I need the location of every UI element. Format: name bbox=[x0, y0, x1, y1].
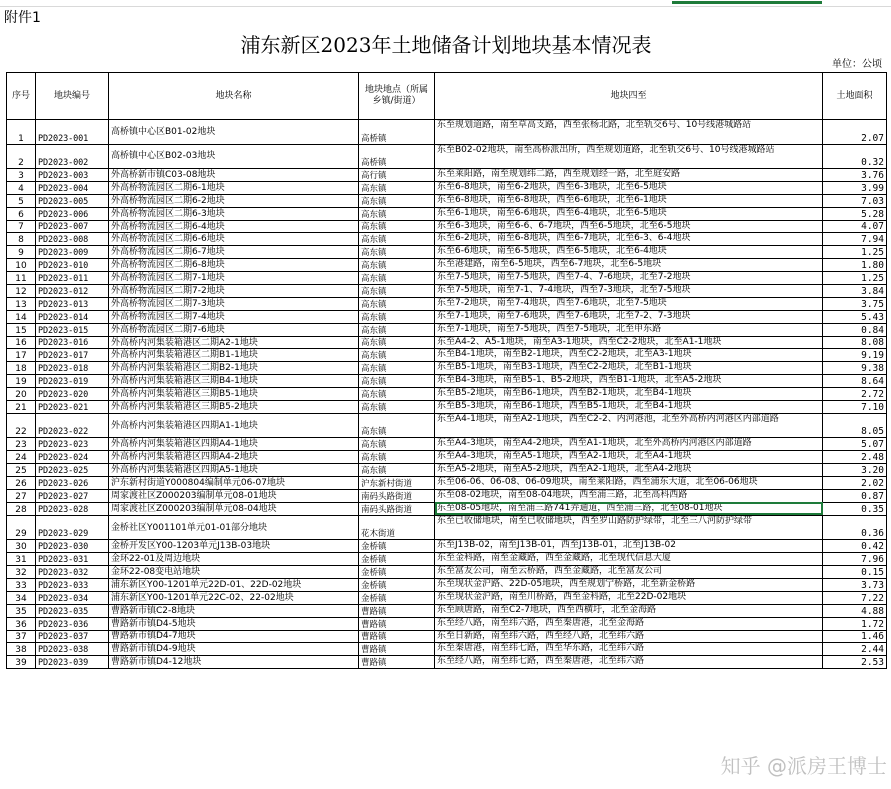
parcel-area-cell[interactable]: 5.07 bbox=[823, 438, 887, 451]
parcel-location-cell[interactable]: 高东镇 bbox=[359, 464, 435, 477]
row-number-cell[interactable]: 33 bbox=[7, 578, 36, 591]
parcel-code-cell[interactable]: PD2023-005 bbox=[36, 194, 109, 207]
parcel-location-cell[interactable]: 金桥镇 bbox=[359, 540, 435, 553]
parcel-name-cell[interactable]: 曹路新市镇D4-7地块 bbox=[109, 630, 359, 643]
parcel-code-cell[interactable]: PD2023-028 bbox=[36, 502, 109, 515]
parcel-name-cell[interactable]: 外高桥物流园区二期6-3地块 bbox=[109, 207, 359, 220]
annex-label[interactable]: 附件1 bbox=[4, 10, 41, 26]
parcel-code-cell[interactable]: PD2023-035 bbox=[36, 604, 109, 617]
parcel-area-cell[interactable]: 7.10 bbox=[823, 401, 887, 414]
parcel-name-cell[interactable]: 金桥开发区Y00-1203单元J13B-03地块 bbox=[109, 540, 359, 553]
table-row bbox=[7, 630, 887, 643]
parcel-area-cell[interactable]: 8.64 bbox=[823, 375, 887, 388]
parcel-area-cell[interactable]: 7.96 bbox=[823, 553, 887, 566]
parcel-name-cell[interactable]: 外高桥物流园区二期7-1地块 bbox=[109, 272, 359, 285]
parcel-name-cell[interactable]: 浦东新区Y00-1201单元22D-01、22D-02地块 bbox=[109, 578, 359, 591]
parcel-name-cell[interactable]: 外高桥内河集装箱港区三期B5-2地块 bbox=[109, 401, 359, 414]
header-name[interactable]: 地块名称 bbox=[109, 73, 359, 120]
parcel-boundary-cell[interactable]: 东至6-1地块，南至6-6地块，西至6-4地块，北至6-5地块 bbox=[435, 207, 823, 220]
parcel-name-cell[interactable]: 沪东新村街道Y000804编制单元06-07地块 bbox=[109, 477, 359, 490]
parcel-boundary-cell[interactable]: 东至6-6地块，南至6-5地块，西至6-5地块，北至6-4地块 bbox=[435, 246, 823, 259]
row-number-cell[interactable]: 18 bbox=[7, 362, 36, 375]
parcel-boundary-cell[interactable]: 东至金科路，南至金藏路，西至金藏路，北至现代信息大厦 bbox=[435, 553, 823, 566]
parcel-area-cell[interactable]: 2.48 bbox=[823, 451, 887, 464]
parcel-location-cell[interactable]: 高东镇 bbox=[359, 451, 435, 464]
parcel-location-cell[interactable]: 金桥镇 bbox=[359, 566, 435, 579]
table-row bbox=[7, 310, 887, 323]
parcel-location-cell[interactable]: 曹路镇 bbox=[359, 604, 435, 617]
parcel-area-cell[interactable]: 2.44 bbox=[823, 643, 887, 656]
header-area[interactable]: 土地面积 bbox=[823, 73, 887, 120]
row-number-cell[interactable]: 8 bbox=[7, 233, 36, 246]
parcel-location-cell[interactable]: 曹路镇 bbox=[359, 656, 435, 669]
row-number-cell[interactable]: 39 bbox=[7, 656, 36, 669]
row-number-cell[interactable]: 24 bbox=[7, 451, 36, 464]
table-row bbox=[7, 388, 887, 401]
parcel-code-cell[interactable]: PD2023-016 bbox=[36, 336, 109, 349]
watermark: 知乎 @派房王博士 bbox=[720, 754, 887, 778]
parcel-code-cell[interactable]: PD2023-019 bbox=[36, 375, 109, 388]
parcel-code-cell[interactable]: PD2023-017 bbox=[36, 349, 109, 362]
parcel-area-cell[interactable]: 7.22 bbox=[823, 591, 887, 604]
parcel-code-cell[interactable]: PD2023-032 bbox=[36, 566, 109, 579]
parcel-location-cell[interactable]: 曹路镇 bbox=[359, 630, 435, 643]
parcel-code-cell[interactable]: PD2023-033 bbox=[36, 578, 109, 591]
parcel-boundary-cell[interactable]: 东至经八路，南至纬七路，西至秦唐港，北至纬六路 bbox=[435, 656, 823, 669]
row-number-cell[interactable]: 21 bbox=[7, 401, 36, 414]
parcel-name-cell[interactable]: 外高桥物流园区二期6-6地块 bbox=[109, 233, 359, 246]
parcel-area-cell[interactable]: 0.32 bbox=[823, 144, 887, 169]
parcel-location-cell[interactable]: 高东镇 bbox=[359, 336, 435, 349]
parcel-code-cell[interactable]: PD2023-025 bbox=[36, 464, 109, 477]
parcel-area-cell[interactable]: 3.84 bbox=[823, 285, 887, 298]
parcel-name-cell[interactable]: 外高桥物流园区二期7-3地块 bbox=[109, 297, 359, 310]
row-number-cell[interactable]: 35 bbox=[7, 604, 36, 617]
table-row bbox=[7, 272, 887, 285]
parcel-code-cell[interactable]: PD2023-024 bbox=[36, 451, 109, 464]
parcel-boundary-cell[interactable]: 东至A4-3地块，南至A5-1地块，西至A2-1地块，北至A4-1地块 bbox=[435, 451, 823, 464]
row-number-cell[interactable]: 30 bbox=[7, 540, 36, 553]
header-row bbox=[7, 73, 887, 120]
table-row bbox=[7, 362, 887, 375]
table-row bbox=[7, 120, 887, 145]
parcel-boundary-cell[interactable]: 东至7-5地块，南至7-5地块，西至7-4、7-6地块，北至7-2地块 bbox=[435, 272, 823, 285]
parcel-boundary-cell[interactable]: 东至秦唐港，南至纬七路，西至华东路，北至纬六路 bbox=[435, 643, 823, 656]
parcel-location-cell[interactable]: 高东镇 bbox=[359, 194, 435, 207]
parcel-code-cell[interactable]: PD2023-003 bbox=[36, 169, 109, 182]
row-number-cell[interactable]: 25 bbox=[7, 464, 36, 477]
parcel-name-cell[interactable]: 浦东新区Y00-1201单元22C-02、22-02地块 bbox=[109, 591, 359, 604]
parcel-code-cell[interactable]: PD2023-014 bbox=[36, 310, 109, 323]
parcel-code-cell[interactable]: PD2023-007 bbox=[36, 220, 109, 233]
table-row bbox=[7, 566, 887, 579]
parcel-area-cell[interactable]: 1.25 bbox=[823, 272, 887, 285]
table-row bbox=[7, 401, 887, 414]
parcel-name-cell[interactable]: 外高桥内河集装箱港区二期B1-1地块 bbox=[109, 349, 359, 362]
parcel-area-cell[interactable]: 2.53 bbox=[823, 656, 887, 669]
parcel-name-cell[interactable]: 金环22-01及周边地块 bbox=[109, 553, 359, 566]
table-row bbox=[7, 194, 887, 207]
parcel-location-cell[interactable]: 高东镇 bbox=[359, 233, 435, 246]
row-number-cell[interactable]: 10 bbox=[7, 259, 36, 272]
parcel-code-cell[interactable]: PD2023-031 bbox=[36, 553, 109, 566]
table-row bbox=[7, 489, 887, 502]
parcel-location-cell[interactable]: 高东镇 bbox=[359, 246, 435, 259]
parcel-code-cell[interactable]: PD2023-029 bbox=[36, 515, 109, 540]
row-number-cell[interactable]: 14 bbox=[7, 310, 36, 323]
parcel-code-cell[interactable]: PD2023-015 bbox=[36, 323, 109, 336]
parcel-name-cell[interactable]: 外高桥物流园区二期7-6地块 bbox=[109, 323, 359, 336]
table-row bbox=[7, 502, 887, 515]
parcel-area-cell[interactable]: 0.84 bbox=[823, 323, 887, 336]
parcel-area-cell[interactable]: 1.25 bbox=[823, 246, 887, 259]
parcel-name-cell[interactable]: 曹路新市镇D4-5地块 bbox=[109, 617, 359, 630]
parcel-name-cell[interactable]: 曹路新市镇D4-12地块 bbox=[109, 656, 359, 669]
parcel-area-cell[interactable]: 7.03 bbox=[823, 194, 887, 207]
parcel-boundary-cell[interactable]: 东至7-1地块，南至7-6地块，西至7-6地块，北至7-2、7-3地块 bbox=[435, 310, 823, 323]
parcel-boundary-cell[interactable]: 东至现状金沪路，南至川桥路，西至金科路，北至22D-02地块 bbox=[435, 591, 823, 604]
parcel-location-cell[interactable]: 高桥镇 bbox=[359, 120, 435, 145]
row-number-cell[interactable]: 29 bbox=[7, 515, 36, 540]
row-number-cell[interactable]: 11 bbox=[7, 272, 36, 285]
parcel-name-cell[interactable]: 外高桥物流园区二期6-1地块 bbox=[109, 181, 359, 194]
header-no[interactable]: 序号 bbox=[7, 73, 36, 120]
row-number-cell[interactable]: 7 bbox=[7, 220, 36, 233]
parcel-area-cell[interactable]: 5.43 bbox=[823, 310, 887, 323]
table-row bbox=[7, 375, 887, 388]
parcel-name-cell[interactable]: 高桥镇中心区B02-03地块 bbox=[109, 144, 359, 169]
parcel-code-cell[interactable]: PD2023-023 bbox=[36, 438, 109, 451]
row-number-cell[interactable]: 15 bbox=[7, 323, 36, 336]
parcel-code-cell[interactable]: PD2023-036 bbox=[36, 617, 109, 630]
header-code[interactable]: 地块编号 bbox=[36, 73, 109, 120]
parcel-location-cell[interactable]: 高东镇 bbox=[359, 349, 435, 362]
parcel-boundary-cell[interactable]: 东至6-2地块，南至6-8地块，西至6-7地块，北至6-3、6-4地块 bbox=[435, 233, 823, 246]
header-location[interactable]: 地块地点（所属乡镇/街道） bbox=[359, 73, 435, 120]
parcel-name-cell[interactable]: 周家渡社区Z000203编制单元08-04地块 bbox=[109, 502, 359, 515]
table-row bbox=[7, 515, 887, 540]
parcel-area-cell[interactable]: 1.46 bbox=[823, 630, 887, 643]
parcel-area-cell[interactable]: 0.35 bbox=[823, 502, 887, 515]
parcel-boundary-cell[interactable]: 东至A5-2地块，南至A5-2地块，西至A2-1地块，北至A4-2地块 bbox=[435, 464, 823, 477]
parcel-boundary-cell[interactable]: 东至经八路，南至纬六路，西至秦唐港，北至金海路 bbox=[435, 617, 823, 630]
parcel-location-cell[interactable]: 金桥镇 bbox=[359, 578, 435, 591]
parcel-code-cell[interactable]: PD2023-010 bbox=[36, 259, 109, 272]
parcel-name-cell[interactable]: 周家渡社区Z000203编制单元08-01地块 bbox=[109, 489, 359, 502]
parcel-area-cell[interactable]: 1.80 bbox=[823, 259, 887, 272]
parcel-boundary-cell[interactable]: 东至B5-3地块，南至B6-1地块，西至B5-1地块，北至B4-1地块 bbox=[435, 401, 823, 414]
parcel-location-cell[interactable]: 高东镇 bbox=[359, 207, 435, 220]
table-body bbox=[7, 120, 887, 669]
row-number-cell[interactable]: 31 bbox=[7, 553, 36, 566]
table-row bbox=[7, 285, 887, 298]
parcel-location-cell[interactable]: 高东镇 bbox=[359, 181, 435, 194]
parcel-boundary-cell[interactable]: 东至B02-02地块，南至高桥派出所，西至规划道路，北至轨交6号、10号线港城路站 bbox=[435, 144, 823, 169]
parcel-code-cell[interactable]: PD2023-011 bbox=[36, 272, 109, 285]
parcel-name-cell[interactable]: 金桥社区Y001101单元01-01部分地块 bbox=[109, 515, 359, 540]
parcel-area-cell[interactable]: 3.75 bbox=[823, 297, 887, 310]
parcel-location-cell[interactable]: 高行镇 bbox=[359, 169, 435, 182]
parcel-name-cell[interactable]: 外高桥内河集装箱港区二期B2-1地块 bbox=[109, 362, 359, 375]
table-row bbox=[7, 540, 887, 553]
parcel-code-cell[interactable]: PD2023-037 bbox=[36, 630, 109, 643]
parcel-code-cell[interactable]: PD2023-034 bbox=[36, 591, 109, 604]
page-title[interactable]: 浦东新区2023年土地储备计划地块基本情况表 bbox=[240, 33, 652, 57]
parcel-area-cell[interactable]: 3.99 bbox=[823, 181, 887, 194]
parcel-name-cell[interactable]: 曹路新市镇C2-8地块 bbox=[109, 604, 359, 617]
parcel-location-cell[interactable]: 曹路镇 bbox=[359, 617, 435, 630]
parcel-code-cell[interactable]: PD2023-027 bbox=[36, 489, 109, 502]
parcel-area-cell[interactable]: 3.76 bbox=[823, 169, 887, 182]
table-row bbox=[7, 259, 887, 272]
parcel-area-cell[interactable]: 3.73 bbox=[823, 578, 887, 591]
parcel-name-cell[interactable]: 外高桥物流园区二期7-4地块 bbox=[109, 310, 359, 323]
parcel-area-cell[interactable]: 2.02 bbox=[823, 477, 887, 490]
row-number-cell[interactable]: 28 bbox=[7, 502, 36, 515]
parcel-location-cell[interactable]: 南码头路街道 bbox=[359, 502, 435, 515]
row-number-cell[interactable]: 6 bbox=[7, 207, 36, 220]
parcel-location-cell[interactable]: 高东镇 bbox=[359, 438, 435, 451]
table-row bbox=[7, 578, 887, 591]
row-number-cell[interactable]: 27 bbox=[7, 489, 36, 502]
row-number-cell[interactable]: 5 bbox=[7, 194, 36, 207]
unit-label[interactable]: 单位：公顷 bbox=[832, 59, 882, 70]
table-row bbox=[7, 553, 887, 566]
parcel-area-cell[interactable]: 4.07 bbox=[823, 220, 887, 233]
parcel-name-cell[interactable]: 外高桥物流园区二期6-2地块 bbox=[109, 194, 359, 207]
parcel-boundary-cell[interactable]: 东至6-3地块，南至6-6、6-7地块，西至6-5地块，北至6-5地块 bbox=[435, 220, 823, 233]
parcel-boundary-cell[interactable]: 东至A4-3地块，南至A4-2地块，西至A1-1地块，北至外高桥内河港区内部道路 bbox=[435, 438, 823, 451]
parcel-boundary-cell[interactable]: 东至6-8地块，南至6-8地块，西至6-6地块，北至6-1地块 bbox=[435, 194, 823, 207]
parcel-boundary-cell[interactable]: 东至现状金沪路、22D-05地块，西至规划宁桥路，北至新金桥路 bbox=[435, 578, 823, 591]
parcel-boundary-cell[interactable]: 东至6-8地块，南至6-2地块，西至6-3地块，北至6-5地块 bbox=[435, 181, 823, 194]
header-boundary[interactable]: 地块四至 bbox=[435, 73, 823, 120]
parcel-location-cell[interactable]: 高东镇 bbox=[359, 401, 435, 414]
parcel-name-cell[interactable]: 外高桥物流园区二期6-4地块 bbox=[109, 220, 359, 233]
table-row bbox=[7, 169, 887, 182]
row-number-cell[interactable]: 36 bbox=[7, 617, 36, 630]
table-row bbox=[7, 336, 887, 349]
parcel-area-cell[interactable]: 9.38 bbox=[823, 362, 887, 375]
row-number-cell[interactable]: 2 bbox=[7, 144, 36, 169]
row-number-cell[interactable]: 20 bbox=[7, 388, 36, 401]
parcel-location-cell[interactable]: 高东镇 bbox=[359, 259, 435, 272]
column-selection-marker bbox=[672, 1, 822, 4]
parcel-area-cell[interactable]: 1.72 bbox=[823, 617, 887, 630]
row-number-cell[interactable]: 9 bbox=[7, 246, 36, 259]
parcel-area-cell[interactable]: 5.28 bbox=[823, 207, 887, 220]
parcel-location-cell[interactable]: 金桥镇 bbox=[359, 553, 435, 566]
table-row bbox=[7, 220, 887, 233]
parcel-area-cell[interactable]: 8.08 bbox=[823, 336, 887, 349]
parcel-boundary-cell[interactable]: 东至7-1地块，南至7-5地块，西至7-5地块，北至申东路 bbox=[435, 323, 823, 336]
parcel-area-cell[interactable]: 7.94 bbox=[823, 233, 887, 246]
parcel-name-cell[interactable]: 外高桥内河集装箱港区四期A5-1地块 bbox=[109, 464, 359, 477]
parcel-name-cell[interactable]: 外高桥内河集装箱港区四期A4-2地块 bbox=[109, 451, 359, 464]
parcel-code-cell[interactable]: PD2023-013 bbox=[36, 297, 109, 310]
parcel-boundary-cell[interactable]: 东至日新路，南至纬六路，西至经八路，北至纬六路 bbox=[435, 630, 823, 643]
parcel-location-cell[interactable]: 高东镇 bbox=[359, 323, 435, 336]
row-number-cell[interactable]: 34 bbox=[7, 591, 36, 604]
parcel-boundary-cell[interactable]: 东至7-2地块，南至7-4地块，西至7-6地块，北至7-5地块 bbox=[435, 297, 823, 310]
parcel-boundary-cell[interactable]: 东至A4-2、A5-1地块，南至A3-1地块，西至C2-2地块，北至A1-1地块 bbox=[435, 336, 823, 349]
parcel-code-cell[interactable]: PD2023-021 bbox=[36, 401, 109, 414]
parcel-area-cell[interactable]: 0.87 bbox=[823, 489, 887, 502]
parcel-code-cell[interactable]: PD2023-038 bbox=[36, 643, 109, 656]
grid-top-edge bbox=[0, 0, 891, 7]
table-row bbox=[7, 617, 887, 630]
table-row bbox=[7, 656, 887, 669]
parcel-boundary-cell[interactable]: 东至已收储地块，南至已收储地块，西至罗山路防护绿带，北至三八河防护绿带 bbox=[435, 515, 823, 540]
parcel-boundary-cell[interactable]: 东至港建路，南至6-5地块，西至6-7地块，北至6-5地块 bbox=[435, 259, 823, 272]
parcel-boundary-cell[interactable]: 东至08-05地块，南至浦三路741弄通道，西至浦三路，北至08-01地块 bbox=[435, 502, 823, 515]
parcel-boundary-cell[interactable]: 东至J13B-02，南至J13B-01，西至J13B-01，北至J13B-02 bbox=[435, 540, 823, 553]
parcel-location-cell[interactable]: 高东镇 bbox=[359, 220, 435, 233]
parcel-boundary-cell[interactable]: 东至B4-1地块，南至B2-1地块，西至C2-2地块，北至A3-1地块 bbox=[435, 349, 823, 362]
parcel-area-cell[interactable]: 2.07 bbox=[823, 120, 887, 145]
parcel-code-cell[interactable]: PD2023-030 bbox=[36, 540, 109, 553]
table-row bbox=[7, 144, 887, 169]
parcel-code-cell[interactable]: PD2023-009 bbox=[36, 246, 109, 259]
parcel-code-cell[interactable]: PD2023-039 bbox=[36, 656, 109, 669]
row-number-cell[interactable]: 23 bbox=[7, 438, 36, 451]
table-row bbox=[7, 477, 887, 490]
row-number-cell[interactable]: 16 bbox=[7, 336, 36, 349]
parcel-area-cell[interactable]: 0.42 bbox=[823, 540, 887, 553]
parcel-location-cell[interactable]: 花木街道 bbox=[359, 515, 435, 540]
table-row bbox=[7, 643, 887, 656]
parcel-name-cell[interactable]: 外高桥物流园区二期6-8地块 bbox=[109, 259, 359, 272]
parcel-name-cell[interactable]: 外高桥内河集装箱港区四期A4-1地块 bbox=[109, 438, 359, 451]
table-row bbox=[7, 233, 887, 246]
parcel-location-cell[interactable]: 沪东新村街道 bbox=[359, 477, 435, 490]
parcel-location-cell[interactable]: 金桥镇 bbox=[359, 591, 435, 604]
parcel-name-cell[interactable]: 外高桥内河集装箱港区二期A2-1地块 bbox=[109, 336, 359, 349]
parcel-code-cell[interactable]: PD2023-022 bbox=[36, 413, 109, 438]
parcel-boundary-cell[interactable]: 东至7-5地块，南至7-1、7-4地块，西至7-3地块，北至7-5地块 bbox=[435, 285, 823, 298]
parcel-boundary-cell[interactable]: 东至富友公司，南至云桥路，西至金藏路，北至富友公司 bbox=[435, 566, 823, 579]
parcel-boundary-cell[interactable]: 东至A4-1地块，南至A2-1地块，西至C2-2、内河港池，北至外高桥内河港区内部道路 bbox=[435, 413, 823, 438]
row-number-cell[interactable]: 1 bbox=[7, 120, 36, 145]
parcel-boundary-cell[interactable]: 东至顾唐路，南至C2-7地块，西至西横圩，北至金海路 bbox=[435, 604, 823, 617]
parcel-name-cell[interactable]: 高桥镇中心区B01-02地块 bbox=[109, 120, 359, 145]
parcel-name-cell[interactable]: 外高桥物流园区二期7-2地块 bbox=[109, 285, 359, 298]
table-row bbox=[7, 438, 887, 451]
table-row bbox=[7, 604, 887, 617]
parcel-area-cell[interactable]: 4.88 bbox=[823, 604, 887, 617]
row-number-cell[interactable]: 12 bbox=[7, 285, 36, 298]
parcel-code-cell[interactable]: PD2023-001 bbox=[36, 120, 109, 145]
parcel-code-cell[interactable]: PD2023-004 bbox=[36, 181, 109, 194]
table-row bbox=[7, 297, 887, 310]
parcel-location-cell[interactable]: 高东镇 bbox=[359, 413, 435, 438]
parcel-code-cell[interactable]: PD2023-002 bbox=[36, 144, 109, 169]
row-number-cell[interactable]: 17 bbox=[7, 349, 36, 362]
parcel-area-cell[interactable]: 8.05 bbox=[823, 413, 887, 438]
parcel-boundary-cell[interactable]: 东至06-06、06-08、06-09地块，南至莱阳路，西至浦东大道，北至06-06地块 bbox=[435, 477, 823, 490]
parcel-location-cell[interactable]: 曹路镇 bbox=[359, 643, 435, 656]
parcel-location-cell[interactable]: 高东镇 bbox=[359, 285, 435, 298]
parcel-location-cell[interactable]: 高东镇 bbox=[359, 297, 435, 310]
row-number-cell[interactable]: 3 bbox=[7, 169, 36, 182]
parcel-area-cell[interactable]: 3.20 bbox=[823, 464, 887, 477]
parcel-code-cell[interactable]: PD2023-026 bbox=[36, 477, 109, 490]
table-row bbox=[7, 464, 887, 477]
table-row bbox=[7, 323, 887, 336]
parcel-name-cell[interactable]: 外高桥物流园区二期6-7地块 bbox=[109, 246, 359, 259]
parcel-boundary-cell[interactable]: 东至B4-3地块，南至B5-1、B5-2地块，西至B1-1地块，北至A5-2地块 bbox=[435, 375, 823, 388]
table-row bbox=[7, 181, 887, 194]
row-number-cell[interactable]: 32 bbox=[7, 566, 36, 579]
row-number-cell[interactable]: 4 bbox=[7, 181, 36, 194]
parcel-location-cell[interactable]: 南码头路街道 bbox=[359, 489, 435, 502]
parcel-code-cell[interactable]: PD2023-018 bbox=[36, 362, 109, 375]
parcel-name-cell[interactable]: 外高桥内河集装箱港区三期B4-1地块 bbox=[109, 375, 359, 388]
table-row bbox=[7, 413, 887, 438]
parcel-code-cell[interactable]: PD2023-006 bbox=[36, 207, 109, 220]
parcel-name-cell[interactable]: 曹路新市镇D4-9地块 bbox=[109, 643, 359, 656]
table-row bbox=[7, 246, 887, 259]
parcel-name-cell[interactable]: 外高桥新市镇C03-08地块 bbox=[109, 169, 359, 182]
parcel-location-cell[interactable]: 高桥镇 bbox=[359, 144, 435, 169]
row-number-cell[interactable]: 19 bbox=[7, 375, 36, 388]
parcel-code-cell[interactable]: PD2023-012 bbox=[36, 285, 109, 298]
parcel-name-cell[interactable]: 金环22-08变电站地块 bbox=[109, 566, 359, 579]
parcel-name-cell[interactable]: 外高桥内河集装箱港区三期B5-1地块 bbox=[109, 388, 359, 401]
table-row bbox=[7, 451, 887, 464]
parcel-area-cell[interactable]: 2.72 bbox=[823, 388, 887, 401]
row-number-cell[interactable]: 13 bbox=[7, 297, 36, 310]
parcel-boundary-cell[interactable]: 东至B5-2地块，南至B6-1地块，西至B2-1地块，北至B4-1地块 bbox=[435, 388, 823, 401]
unit-row bbox=[6, 60, 886, 72]
row-number-cell[interactable]: 38 bbox=[7, 643, 36, 656]
table-row bbox=[7, 207, 887, 220]
row-number-cell[interactable]: 26 bbox=[7, 477, 36, 490]
parcel-area-cell[interactable]: 9.19 bbox=[823, 349, 887, 362]
parcel-boundary-cell[interactable]: 东至莱阳路，南至规划纬二路，西至规划经一路，北至庭安路 bbox=[435, 169, 823, 182]
parcel-location-cell[interactable]: 高东镇 bbox=[359, 310, 435, 323]
row-number-cell[interactable]: 22 bbox=[7, 413, 36, 438]
parcel-location-cell[interactable]: 高东镇 bbox=[359, 362, 435, 375]
parcel-boundary-cell[interactable]: 东至规划道路，南至草高支路，西至张杨北路，北至轨交6号、10号线港城路站 bbox=[435, 120, 823, 145]
parcel-location-cell[interactable]: 高东镇 bbox=[359, 375, 435, 388]
parcel-boundary-cell[interactable]: 东至B5-1地块，南至B3-1地块，西至C2-2地块，北至B1-1地块 bbox=[435, 362, 823, 375]
parcel-name-cell[interactable]: 外高桥内河集装箱港区四期A1-1地块 bbox=[109, 413, 359, 438]
parcel-boundary-cell[interactable]: 东至08-02地块，南至08-04地块，西至浦三路，北至高科西路 bbox=[435, 489, 823, 502]
row-number-cell[interactable]: 37 bbox=[7, 630, 36, 643]
table-row bbox=[7, 591, 887, 604]
parcel-code-cell[interactable]: PD2023-020 bbox=[36, 388, 109, 401]
parcel-area-cell[interactable]: 0.15 bbox=[823, 566, 887, 579]
parcel-location-cell[interactable]: 高东镇 bbox=[359, 272, 435, 285]
parcel-location-cell[interactable]: 高东镇 bbox=[359, 388, 435, 401]
land-parcel-table bbox=[6, 72, 887, 669]
parcel-area-cell[interactable]: 0.36 bbox=[823, 515, 887, 540]
parcel-code-cell[interactable]: PD2023-008 bbox=[36, 233, 109, 246]
table-row bbox=[7, 349, 887, 362]
